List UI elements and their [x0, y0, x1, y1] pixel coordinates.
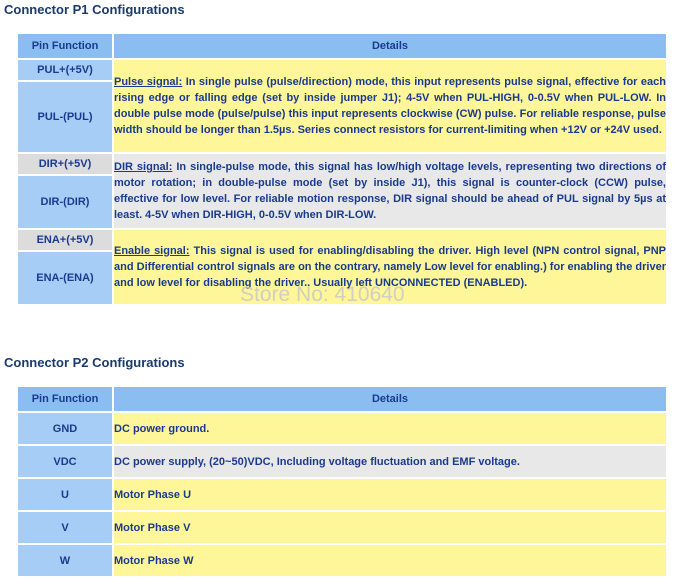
p2-config-table — [18, 387, 666, 578]
p2-section-title: Connector P2 Configurations — [4, 355, 185, 370]
p2-row-vdc — [18, 446, 666, 479]
pin-dir-plus: DIR+(+5V) — [18, 154, 114, 176]
pin-pul-plus: PUL+(+5V) — [18, 60, 114, 82]
p2-row-u — [18, 479, 666, 512]
pin-pul-minus: PUL-(PUL) — [18, 82, 114, 154]
p2-header-row — [18, 387, 666, 413]
p2-row-v — [18, 512, 666, 545]
pin-v: V — [18, 512, 114, 545]
p1-pin-function-header: Pin Function — [18, 34, 114, 60]
p1-row-ena-plus — [18, 230, 666, 252]
store-watermark: Store No: 410640 — [240, 283, 405, 306]
pin-gnd: GND — [18, 413, 114, 446]
pin-w: W — [18, 545, 114, 578]
dir-signal-text: In single-pulse mode, this signal has low/high voltage levels, representing two directions of motor rotation; in double-pulse mode (set by inside J1), this signal is counter-clock (CCW) pulse, effective for low level. For reliable motion response, DIR signal should be ahead of PUL signal by 5µs at least. 4-5V when DIR-HIGH, 0-0.5V when DIR-LOW. — [114, 161, 666, 221]
enable-signal-keyword: Enable signal: — [114, 245, 190, 257]
p2-details-header: Details — [114, 387, 666, 413]
p1-config-table — [18, 34, 666, 306]
dir-signal-details — [114, 154, 666, 230]
enable-signal-text: This signal is used for enabling/disabling the driver. High level (NPN control signal, PNP and Differential control signals are on the contrary, namely Low level for enabling.) for enabling the driver and low level for disabling the driver.. Usually left UNCONNECTED (ENABLED). — [114, 245, 666, 289]
vdc-detail: DC power supply, (20~50)VDC, Including voltage fluctuation and EMF voltage. — [114, 446, 666, 479]
pulse-signal-details — [114, 60, 666, 154]
p2-row-gnd — [18, 413, 666, 446]
pin-dir-minus: DIR-(DIR) — [18, 176, 114, 230]
p2-row-w — [18, 545, 666, 578]
pin-vdc: VDC — [18, 446, 114, 479]
pin-ena-minus: ENA-(ENA) — [18, 252, 114, 306]
v-detail: Motor Phase V — [114, 512, 666, 545]
pin-ena-plus: ENA+(+5V) — [18, 230, 114, 252]
u-detail: Motor Phase U — [114, 479, 666, 512]
w-detail: Motor Phase W — [114, 545, 666, 578]
pulse-signal-keyword: Pulse signal: — [114, 76, 183, 88]
p1-row-pul-plus — [18, 60, 666, 82]
enable-signal-details — [114, 230, 666, 306]
p1-row-dir-plus — [18, 154, 666, 176]
p2-pin-function-header: Pin Function — [18, 387, 114, 413]
dir-signal-keyword: DIR signal: — [114, 161, 173, 173]
pulse-signal-text: In single pulse (pulse/direction) mode, this input represents pulse signal, effective for each rising edge or falling edge (set by inside jumper J1); 4-5V when PUL-HIGH, 0-0.5V when PUL-LOW. In double pulse mode (pulse/pulse) this input represents clockwise (CW) pulse. For reliable response, pulse width should be longer than 1.5µs. Series connect resistors for current-limiting when +12V or +24V used. — [114, 76, 666, 136]
gnd-detail: DC power ground. — [114, 413, 666, 446]
p1-details-header: Details — [114, 34, 666, 60]
p1-section-title: Connector P1 Configurations — [4, 2, 185, 17]
p1-header-row — [18, 34, 666, 60]
pin-u: U — [18, 479, 114, 512]
